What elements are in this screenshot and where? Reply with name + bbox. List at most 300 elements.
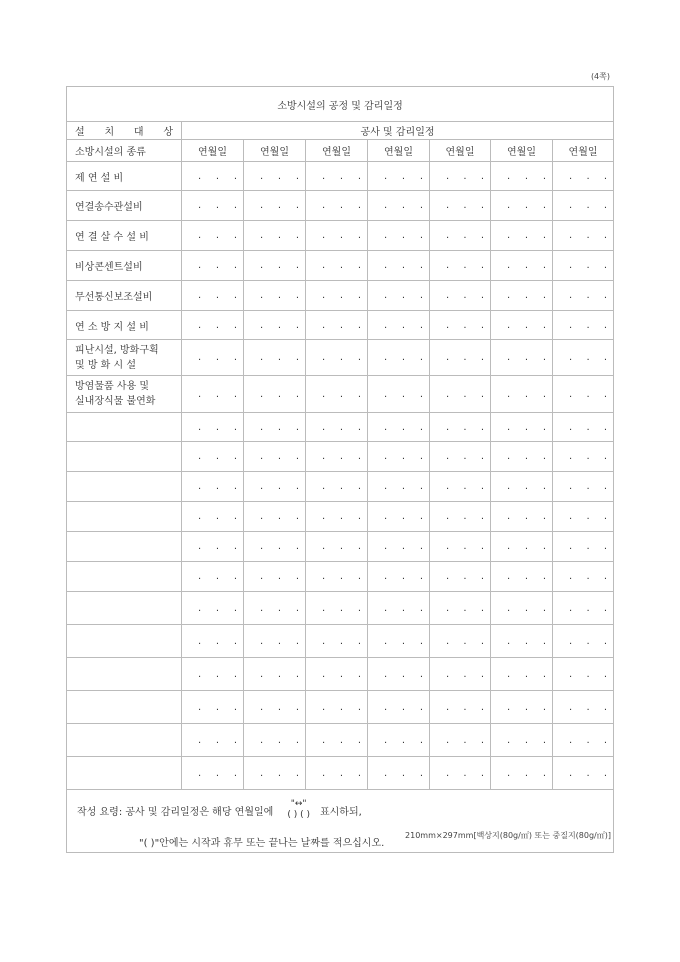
- date-separator-dot: .: [322, 319, 326, 331]
- date-entry-cell[interactable]: [244, 221, 306, 251]
- date-separator-dot: .: [586, 571, 590, 582]
- date-separator-dot: .: [507, 734, 511, 746]
- date-entry-cell[interactable]: [491, 376, 553, 413]
- date-entry-cell[interactable]: [430, 562, 491, 592]
- date-separator-dot: .: [339, 668, 344, 680]
- date-entry-cell[interactable]: [182, 658, 244, 691]
- date-entry-cell[interactable]: [553, 191, 614, 221]
- facility-type-cell[interactable]: [67, 724, 182, 757]
- date-separator-dot: .: [198, 451, 202, 462]
- date-entry-cell[interactable]: [306, 658, 368, 691]
- date-entry-cell[interactable]: [553, 162, 614, 191]
- date-entry-cell[interactable]: [430, 191, 491, 221]
- date-entry-cell[interactable]: [368, 502, 430, 532]
- date-entry-cell[interactable]: [244, 625, 306, 658]
- date-separator-dot: .: [542, 734, 546, 746]
- date-separator-dot: .: [603, 511, 608, 522]
- date-entry-cell[interactable]: [306, 413, 368, 442]
- date-entry-cell[interactable]: [182, 625, 244, 658]
- date-entry-cell[interactable]: [182, 311, 244, 340]
- date-separator-dot: .: [357, 388, 361, 400]
- date-entry-cell[interactable]: [182, 757, 244, 790]
- date-entry-cell[interactable]: [244, 191, 306, 221]
- date-entry-cell[interactable]: [182, 413, 244, 442]
- date-entry-cell[interactable]: [553, 592, 614, 625]
- date-entry-cell[interactable]: [553, 532, 614, 562]
- date-entry-cell[interactable]: [491, 340, 553, 376]
- date-entry-cell[interactable]: [368, 442, 430, 472]
- date-separator-dot: .: [295, 260, 299, 271]
- date-separator-dot: .: [524, 635, 529, 647]
- date-separator-dot: .: [322, 451, 326, 462]
- instructions-line-2: "( )"안에는 시작과 휴무 또는 끝나는 날짜를 적으십시오.: [139, 838, 385, 849]
- date-entry-cell[interactable]: [553, 625, 614, 658]
- date-separator-dot: .: [463, 635, 467, 647]
- date-entry-cell[interactable]: [244, 757, 306, 790]
- facility-type-cell[interactable]: [67, 311, 182, 340]
- date-separator-dot: .: [233, 767, 237, 779]
- facility-type-cell[interactable]: [67, 658, 182, 691]
- date-entry-cell[interactable]: [244, 502, 306, 532]
- date-entry-cell[interactable]: [430, 311, 491, 340]
- date-separator-dot: .: [357, 319, 361, 331]
- date-separator-dot: .: [277, 170, 282, 182]
- date-entry-cell[interactable]: [430, 162, 491, 191]
- facility-row: [67, 625, 614, 658]
- date-separator-dot: .: [198, 170, 202, 182]
- date-entry-cell[interactable]: [430, 413, 491, 442]
- facility-type-cell[interactable]: [67, 592, 182, 625]
- date-entry-cell[interactable]: [430, 592, 491, 625]
- date-entry-cell[interactable]: [182, 221, 244, 251]
- date-entry-cell[interactable]: [553, 311, 614, 340]
- date-separator-dot: .: [569, 352, 573, 363]
- date-entry-cell[interactable]: [368, 724, 430, 757]
- date-entry-cell[interactable]: [553, 251, 614, 281]
- date-entry-cell[interactable]: [182, 162, 244, 191]
- date-entry-cell[interactable]: [244, 562, 306, 592]
- date-separator-dot: .: [198, 701, 202, 713]
- date-entry-cell[interactable]: [182, 562, 244, 592]
- facility-row: [67, 191, 614, 221]
- date-separator-dot: .: [198, 734, 202, 746]
- date-separator-dot: .: [233, 511, 237, 522]
- date-separator-dot: .: [260, 388, 264, 400]
- date-separator-dot: .: [419, 701, 423, 713]
- date-entry-cell[interactable]: [306, 592, 368, 625]
- date-separator-dot: .: [215, 230, 220, 241]
- date-entry-cell[interactable]: [368, 472, 430, 502]
- date-entry-cell[interactable]: [306, 562, 368, 592]
- install-target-char: 상: [163, 127, 173, 138]
- date-entry-cell[interactable]: [244, 162, 306, 191]
- date-entry-cell[interactable]: [491, 472, 553, 502]
- date-entry-cell[interactable]: [244, 311, 306, 340]
- date-entry-cell[interactable]: [368, 592, 430, 625]
- date-entry-cell[interactable]: [306, 532, 368, 562]
- date-entry-cell[interactable]: [306, 502, 368, 532]
- date-entry-cell[interactable]: [368, 658, 430, 691]
- date-entry-cell[interactable]: [244, 251, 306, 281]
- date-entry-cell[interactable]: [491, 413, 553, 442]
- date-entry-cell[interactable]: [182, 376, 244, 413]
- facility-type-cell[interactable]: [67, 162, 182, 191]
- date-separator-dot: .: [260, 767, 264, 779]
- date-entry-cell[interactable]: [368, 413, 430, 442]
- date-entry-cell[interactable]: [182, 191, 244, 221]
- date-separator-dot: .: [480, 481, 484, 492]
- date-separator-dot: .: [322, 260, 326, 271]
- facility-type-cell[interactable]: [67, 691, 182, 724]
- date-entry-cell[interactable]: [430, 658, 491, 691]
- date-separator-dot: .: [603, 388, 608, 400]
- date-entry-cell[interactable]: [368, 162, 430, 191]
- date-entry-cell[interactable]: [244, 376, 306, 413]
- date-entry-cell[interactable]: [491, 658, 553, 691]
- date-separator-dot: .: [357, 421, 361, 433]
- date-entry-cell[interactable]: [368, 532, 430, 562]
- facility-type-cell[interactable]: [67, 221, 182, 251]
- date-separator-dot: .: [295, 541, 299, 552]
- date-entry-cell[interactable]: [306, 191, 368, 221]
- date-separator-dot: .: [419, 602, 423, 614]
- date-entry-cell[interactable]: [182, 281, 244, 311]
- date-separator-dot: .: [542, 701, 546, 713]
- date-entry-cell[interactable]: [491, 311, 553, 340]
- date-separator-dot: .: [357, 200, 361, 211]
- date-separator-dot: .: [215, 511, 220, 522]
- date-entry-cell[interactable]: [182, 691, 244, 724]
- date-separator-dot: .: [446, 635, 450, 647]
- date-entry-cell[interactable]: [182, 592, 244, 625]
- date-separator-dot: .: [198, 421, 202, 433]
- date-entry-cell[interactable]: [244, 413, 306, 442]
- date-separator-dot: .: [215, 541, 220, 552]
- date-entry-cell[interactable]: [368, 311, 430, 340]
- date-separator-dot: .: [463, 668, 467, 680]
- date-separator-dot: .: [569, 734, 573, 746]
- date-separator-dot: .: [480, 388, 484, 400]
- facility-type-cell[interactable]: [67, 442, 182, 472]
- date-separator-dot: .: [295, 200, 299, 211]
- date-entry-cell[interactable]: [491, 281, 553, 311]
- date-separator-dot: .: [384, 352, 388, 363]
- date-separator-dot: .: [569, 701, 573, 713]
- date-entry-cell[interactable]: [553, 658, 614, 691]
- date-entry-cell[interactable]: [306, 376, 368, 413]
- date-separator-dot: .: [586, 511, 590, 522]
- date-entry-cell[interactable]: [306, 757, 368, 790]
- date-entry-cell[interactable]: [553, 413, 614, 442]
- facility-type-cell[interactable]: [67, 757, 182, 790]
- date-separator-dot: .: [260, 511, 264, 522]
- date-separator-dot: .: [603, 421, 608, 433]
- date-entry-cell[interactable]: [553, 376, 614, 413]
- date-separator-dot: .: [339, 170, 344, 182]
- date-entry-cell[interactable]: [491, 502, 553, 532]
- date-entry-cell[interactable]: [491, 724, 553, 757]
- date-separator-dot: .: [339, 352, 344, 363]
- date-entry-cell[interactable]: [182, 251, 244, 281]
- date-separator-dot: .: [322, 481, 326, 492]
- date-entry-cell[interactable]: [368, 562, 430, 592]
- date-separator-dot: .: [322, 602, 326, 614]
- date-separator-dot: .: [322, 352, 326, 363]
- date-separator-dot: .: [357, 571, 361, 582]
- facility-row: [67, 691, 614, 724]
- facility-row: [67, 376, 614, 413]
- date-separator-dot: .: [401, 511, 406, 522]
- date-separator-dot: .: [463, 701, 467, 713]
- date-entry-cell[interactable]: [430, 691, 491, 724]
- date-separator-dot: .: [507, 170, 511, 182]
- date-entry-cell[interactable]: [430, 251, 491, 281]
- date-separator-dot: .: [419, 352, 423, 363]
- facility-type-name: 연결송수관설비: [75, 202, 143, 213]
- date-separator-dot: .: [277, 571, 282, 582]
- date-separator-dot: .: [260, 668, 264, 680]
- date-entry-cell[interactable]: [182, 502, 244, 532]
- date-separator-dot: .: [603, 170, 608, 182]
- date-separator-dot: .: [277, 451, 282, 462]
- date-separator-dot: .: [463, 230, 467, 241]
- date-separator-dot: .: [260, 170, 264, 182]
- date-entry-cell[interactable]: [368, 625, 430, 658]
- date-entry-cell[interactable]: [306, 221, 368, 251]
- date-separator-dot: .: [542, 767, 546, 779]
- date-separator-dot: .: [198, 200, 202, 211]
- date-entry-cell[interactable]: [244, 592, 306, 625]
- date-separator-dot: .: [569, 451, 573, 462]
- date-entry-cell[interactable]: [244, 472, 306, 502]
- date-separator-dot: .: [586, 200, 590, 211]
- date-entry-cell[interactable]: [430, 757, 491, 790]
- date-entry-cell[interactable]: [553, 502, 614, 532]
- date-entry-cell[interactable]: [553, 442, 614, 472]
- date-separator-dot: .: [542, 200, 546, 211]
- facility-row: [67, 340, 614, 376]
- date-separator-dot: .: [603, 290, 608, 301]
- date-entry-cell[interactable]: [244, 691, 306, 724]
- date-separator-dot: .: [233, 668, 237, 680]
- facility-row: [67, 413, 614, 442]
- date-separator-dot: .: [277, 319, 282, 331]
- facility-type-cell[interactable]: [67, 376, 182, 413]
- date-entry-cell[interactable]: [244, 281, 306, 311]
- date-separator-dot: .: [603, 481, 608, 492]
- date-entry-cell[interactable]: [553, 691, 614, 724]
- date-entry-cell[interactable]: [491, 691, 553, 724]
- date-entry-cell[interactable]: [306, 442, 368, 472]
- date-entry-cell[interactable]: [368, 376, 430, 413]
- date-entry-cell[interactable]: [491, 592, 553, 625]
- date-entry-cell[interactable]: [182, 472, 244, 502]
- date-entry-cell[interactable]: [368, 221, 430, 251]
- date-separator-dot: .: [419, 388, 423, 400]
- date-entry-cell[interactable]: [306, 691, 368, 724]
- date-entry-cell[interactable]: [430, 532, 491, 562]
- facility-type-cell[interactable]: [67, 502, 182, 532]
- date-entry-cell[interactable]: [430, 502, 491, 532]
- date-separator-dot: .: [446, 734, 450, 746]
- date-separator-dot: .: [419, 319, 423, 331]
- date-separator-dot: .: [339, 481, 344, 492]
- date-separator-dot: .: [260, 481, 264, 492]
- date-separator-dot: .: [198, 481, 202, 492]
- date-separator-dot: .: [277, 421, 282, 433]
- date-separator-dot: .: [401, 230, 406, 241]
- date-separator-dot: .: [446, 200, 450, 211]
- date-separator-dot: .: [401, 767, 406, 779]
- date-entry-cell[interactable]: [430, 625, 491, 658]
- facility-type-name-line-2: 실내장식물 불연화: [75, 396, 156, 407]
- date-separator-dot: .: [357, 734, 361, 746]
- date-separator-dot: .: [603, 352, 608, 363]
- facility-type-cell[interactable]: [67, 472, 182, 502]
- date-separator-dot: .: [198, 668, 202, 680]
- facility-type-cell[interactable]: [67, 191, 182, 221]
- date-entry-cell[interactable]: [553, 724, 614, 757]
- date-separator-dot: .: [603, 319, 608, 331]
- date-separator-dot: .: [524, 734, 529, 746]
- date-entry-cell[interactable]: [182, 724, 244, 757]
- date-separator-dot: .: [295, 635, 299, 647]
- date-separator-dot: .: [507, 319, 511, 331]
- date-entry-cell[interactable]: [244, 442, 306, 472]
- date-entry-cell[interactable]: [244, 532, 306, 562]
- date-separator-dot: .: [198, 571, 202, 582]
- date-entry-cell[interactable]: [491, 757, 553, 790]
- date-separator-dot: .: [295, 319, 299, 331]
- date-separator-dot: .: [277, 200, 282, 211]
- date-entry-cell[interactable]: [553, 562, 614, 592]
- date-separator-dot: .: [339, 635, 344, 647]
- date-entry-cell[interactable]: [553, 472, 614, 502]
- date-entry-cell[interactable]: [368, 340, 430, 376]
- date-entry-cell[interactable]: [182, 442, 244, 472]
- date-entry-cell[interactable]: [430, 340, 491, 376]
- date-entry-cell[interactable]: [368, 691, 430, 724]
- date-entry-cell[interactable]: [306, 724, 368, 757]
- date-separator-dot: .: [384, 260, 388, 271]
- date-entry-cell[interactable]: [430, 221, 491, 251]
- date-separator-dot: .: [260, 571, 264, 582]
- date-separator-dot: .: [233, 734, 237, 746]
- facility-type-cell[interactable]: [67, 281, 182, 311]
- date-entry-cell[interactable]: [306, 340, 368, 376]
- date-entry-cell[interactable]: [491, 162, 553, 191]
- date-separator-dot: .: [524, 767, 529, 779]
- date-entry-cell[interactable]: [553, 281, 614, 311]
- date-separator-dot: .: [295, 170, 299, 182]
- instructions-line-1: 작성 요령: 공사 및 감리일정은 해당 연월일에: [77, 806, 274, 818]
- date-separator-dot: .: [295, 701, 299, 713]
- date-separator-dot: .: [480, 451, 484, 462]
- facility-type-cell[interactable]: [67, 251, 182, 281]
- date-separator-dot: .: [480, 668, 484, 680]
- date-separator-dot: .: [322, 541, 326, 552]
- date-separator-dot: .: [542, 421, 546, 433]
- date-entry-cell[interactable]: [430, 442, 491, 472]
- date-separator-dot: .: [322, 290, 326, 301]
- date-separator-dot: .: [524, 319, 529, 331]
- date-separator-dot: .: [446, 352, 450, 363]
- facility-row: [67, 251, 614, 281]
- date-entry-cell[interactable]: [491, 191, 553, 221]
- date-separator-dot: .: [215, 319, 220, 331]
- date-separator-dot: .: [233, 388, 237, 400]
- date-entry-cell[interactable]: [368, 281, 430, 311]
- date-entry-cell[interactable]: [306, 311, 368, 340]
- date-entry-cell[interactable]: [491, 442, 553, 472]
- date-entry-cell[interactable]: [306, 162, 368, 191]
- date-entry-cell[interactable]: [553, 221, 614, 251]
- date-entry-cell[interactable]: [182, 340, 244, 376]
- date-separator-dot: .: [322, 511, 326, 522]
- date-separator-dot: .: [419, 734, 423, 746]
- date-entry-cell[interactable]: [244, 724, 306, 757]
- date-separator-dot: .: [524, 260, 529, 271]
- date-entry-cell[interactable]: [430, 472, 491, 502]
- date-entry-cell[interactable]: [368, 251, 430, 281]
- date-separator-dot: .: [233, 602, 237, 614]
- date-entry-cell[interactable]: [491, 532, 553, 562]
- date-separator-dot: .: [215, 635, 220, 647]
- date-separator-dot: .: [277, 290, 282, 301]
- date-entry-cell[interactable]: [368, 757, 430, 790]
- date-separator-dot: .: [463, 767, 467, 779]
- facility-type-name: 방염물품 사용 및: [75, 381, 149, 392]
- date-entry-cell[interactable]: [491, 625, 553, 658]
- date-entry-cell[interactable]: [368, 191, 430, 221]
- date-separator-dot: .: [384, 701, 388, 713]
- date-entry-cell[interactable]: [553, 340, 614, 376]
- date-entry-cell[interactable]: [430, 724, 491, 757]
- date-separator-dot: .: [401, 571, 406, 582]
- date-separator-dot: .: [384, 668, 388, 680]
- date-separator-dot: .: [339, 260, 344, 271]
- date-entry-cell[interactable]: [430, 281, 491, 311]
- date-separator-dot: .: [277, 388, 282, 400]
- facility-type-cell[interactable]: [67, 562, 182, 592]
- date-separator-dot: .: [384, 767, 388, 779]
- facility-type-cell[interactable]: [67, 625, 182, 658]
- date-separator-dot: .: [586, 230, 590, 241]
- date-entry-cell[interactable]: [306, 251, 368, 281]
- date-entry-cell[interactable]: [553, 757, 614, 790]
- date-column-header: 연월일: [182, 140, 244, 162]
- date-entry-cell[interactable]: [244, 658, 306, 691]
- date-separator-dot: .: [357, 541, 361, 552]
- date-entry-cell[interactable]: [306, 625, 368, 658]
- date-separator-dot: .: [463, 421, 467, 433]
- date-entry-cell[interactable]: [491, 251, 553, 281]
- facility-type-cell[interactable]: [67, 532, 182, 562]
- date-entry-cell[interactable]: [430, 376, 491, 413]
- date-separator-dot: .: [233, 290, 237, 301]
- date-column-header: 연월일: [430, 140, 491, 162]
- date-entry-cell[interactable]: [491, 221, 553, 251]
- date-entry-cell[interactable]: [306, 281, 368, 311]
- date-entry-cell[interactable]: [182, 532, 244, 562]
- date-entry-cell[interactable]: [491, 562, 553, 592]
- date-separator-dot: .: [260, 421, 264, 433]
- date-entry-cell[interactable]: [306, 472, 368, 502]
- date-separator-dot: .: [507, 230, 511, 241]
- facility-type-cell[interactable]: [67, 413, 182, 442]
- facility-type-cell[interactable]: [67, 340, 182, 376]
- date-entry-cell[interactable]: [244, 340, 306, 376]
